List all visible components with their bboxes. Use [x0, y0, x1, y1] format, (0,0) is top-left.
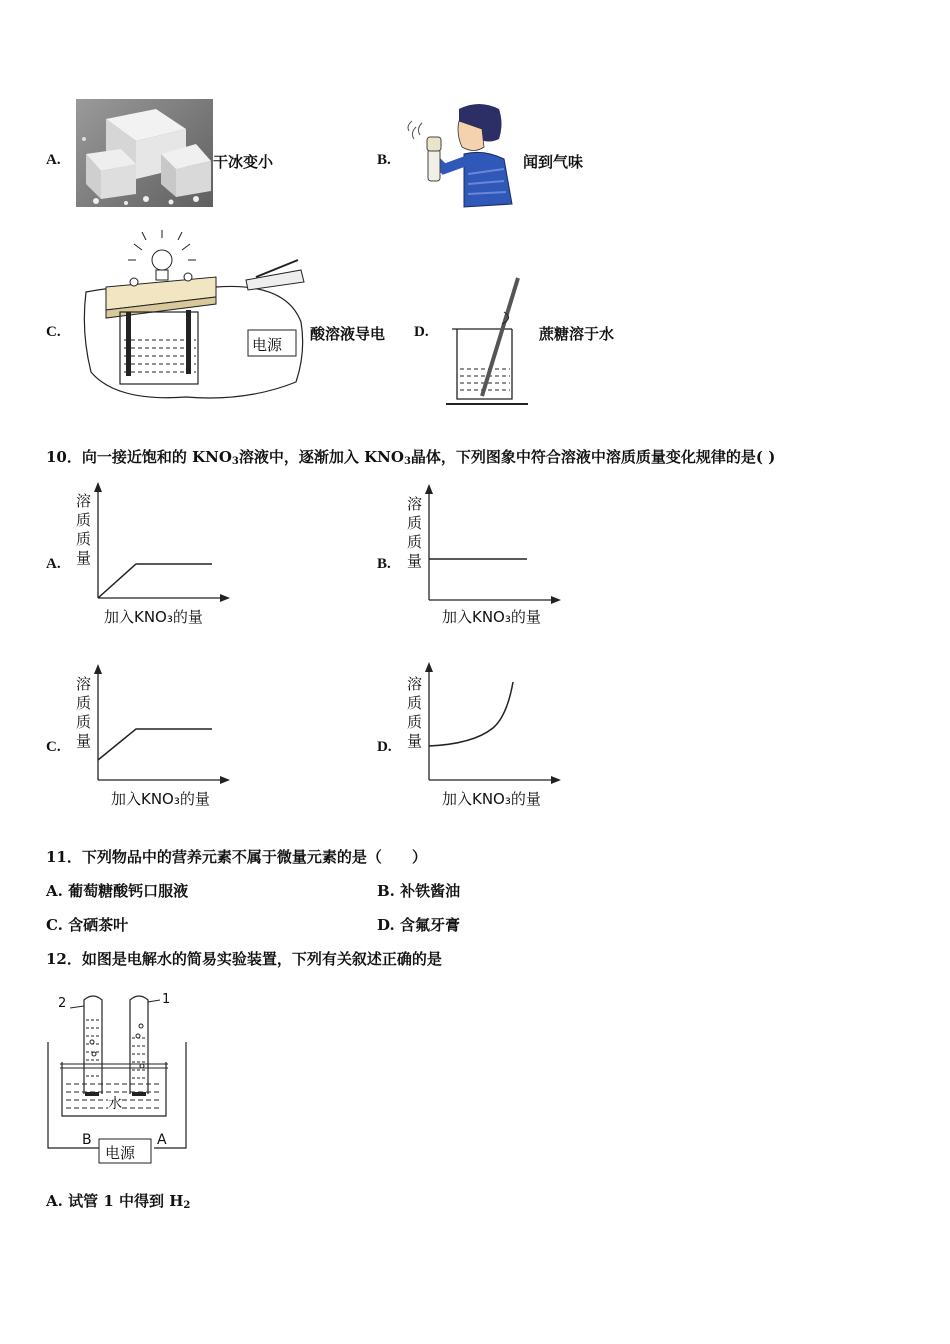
option-caption: 干冰变小	[213, 153, 274, 171]
option-letter: A.	[46, 556, 61, 572]
option-letter: C.	[46, 739, 61, 755]
power-supply-label: 电源	[105, 1144, 136, 1162]
boy-smelling-icon	[404, 99, 516, 209]
tube-1-label: 1	[162, 992, 171, 1007]
y-axis-label: 溶 质 质 量	[76, 675, 92, 750]
water-label: 水	[108, 1093, 122, 1113]
x-axis-label: 加入KNO₃的量	[111, 790, 210, 808]
option-letter: A.	[46, 152, 61, 168]
beaker-stirring-icon	[442, 274, 538, 406]
option-c[interactable]: C. 含硒茶叶	[46, 916, 129, 934]
option-letter: B.	[377, 556, 391, 572]
graph-d	[423, 662, 563, 784]
option-caption: 酸溶液导电	[310, 325, 386, 343]
graph-a	[92, 482, 232, 604]
option-a[interactable]: A. 葡萄糖酸钙口服液	[46, 882, 189, 900]
electrolysis-apparatus-icon	[44, 990, 190, 1166]
option-b[interactable]: B. 补铁酱油	[377, 882, 461, 900]
x-axis-label: 加入KNO₃的量	[104, 608, 203, 626]
x-axis-label: 加入KNO₃的量	[442, 790, 541, 808]
power-supply-label: 电源	[252, 336, 283, 354]
y-axis-label: 溶 质 质 量	[407, 675, 423, 750]
question-11-stem: 11．下列物品中的营养元素不属于微量元素的是（ ）	[46, 848, 427, 866]
option-d[interactable]: D. 含氟牙膏	[377, 916, 460, 934]
dry-ice-image	[76, 99, 213, 207]
option-a[interactable]: A. 试管 1 中得到 $H_2$	[46, 1192, 191, 1211]
y-axis-label: 溶 质 质 量	[407, 495, 423, 570]
option-letter: D.	[377, 739, 392, 755]
graph-c	[92, 664, 232, 786]
option-caption: 闻到气味	[523, 153, 584, 171]
question-12-stem: 12．如图是电解水的简易实验装置，下列有关叙述正确的是	[46, 950, 442, 968]
dry-ice-icon	[76, 99, 213, 207]
question-10-stem: 10．向一接近饱和的 $KNO_3$溶液中，逐渐加入 $KNO_3$晶体，下列图象中符合溶液中溶质质量变化规律的是( )	[46, 448, 776, 467]
option-letter: D.	[414, 324, 429, 340]
graph-b	[423, 484, 563, 606]
option-letter: C.	[46, 324, 61, 340]
option-letter: B.	[377, 152, 391, 168]
tube-2-label: 2	[58, 996, 67, 1011]
electrode-a-label: A	[157, 1132, 167, 1148]
x-axis-label: 加入KNO₃的量	[442, 608, 541, 626]
option-caption: 蔗糖溶于水	[539, 325, 615, 343]
electrode-b-label: B	[82, 1132, 92, 1148]
y-axis-label: 溶 质 质 量	[76, 492, 92, 567]
conductivity-apparatus-icon	[76, 232, 308, 407]
